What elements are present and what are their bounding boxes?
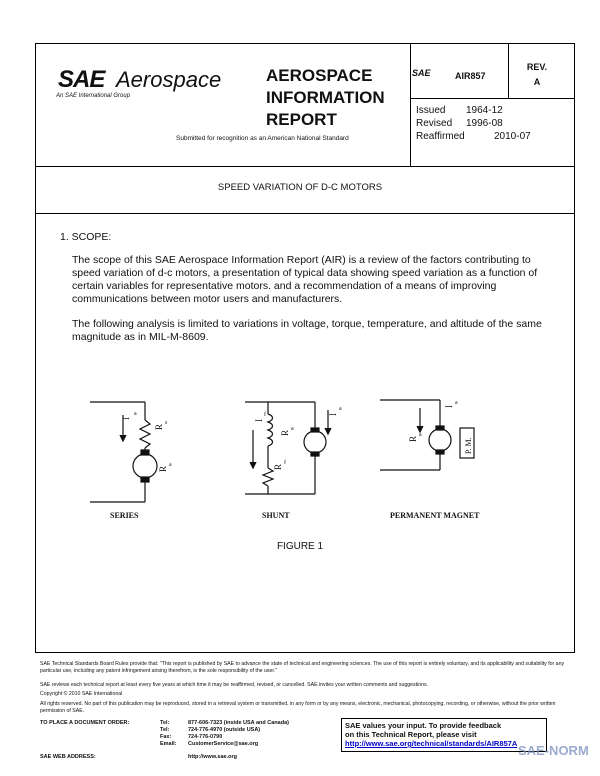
pm-current: I (444, 405, 454, 408)
submitted-note: Submitted for recognition as an American National Standard (176, 135, 349, 142)
footer-rights: All rights reserved. No part of this publication may be reproduced, stored in a retrieval system or transmitted, in any form or by any means, electronic, mechanical, photocopying, recording, or otherwise, without the prior written permission of SAE. (40, 701, 556, 714)
header-divider-dates (410, 98, 575, 99)
title-line: REPORT (266, 110, 337, 129)
series-resistance-label: R (154, 423, 164, 430)
series-circuit (90, 402, 172, 502)
web-address-link[interactable]: http://www.sae.org (188, 754, 237, 760)
footer-rules: SAE Technical Standards Board Rules provide that: "This report is published by SAE to advance the state of technical and engineering sciences. The use of this report is entirely voluntary, and its applicability and suitability for any particular use, including any patent infringement arising therefrom, is the sole responsibility of the user." (40, 661, 565, 674)
sae-logo: SAE (58, 66, 105, 93)
date-row-reaffirmed (416, 130, 536, 143)
document-number: AIR857 (455, 71, 486, 81)
footer-review: SAE reviews each technical report at least every five years at which time it may be reaffirmed, revised, or cancelled. SAE invites your written comments and suggestions. (40, 682, 428, 688)
revision-value: A (533, 77, 541, 87)
header-divider-left (410, 43, 411, 166)
date-block (416, 104, 536, 143)
feedback-box (341, 718, 547, 752)
sae-norm-watermark: SAE-NORM (518, 743, 589, 758)
series-resistance-sub: s (165, 420, 168, 426)
subject-bottom-rule (35, 213, 575, 214)
title-line: INFORMATION (266, 88, 385, 107)
logo-tagline: An SAE International Group (56, 93, 131, 99)
web-address-label: SAE WEB ADDRESS: (40, 754, 96, 760)
figure-label: FIGURE 1 (276, 541, 324, 552)
feedback-line: SAE values your input. To provide feedback (345, 721, 502, 730)
pm-box-label: P. M. (464, 437, 473, 454)
shunt-armature-current-sub: a (339, 406, 342, 412)
revision-label: REV. (526, 62, 548, 72)
series-current-label: I (121, 417, 131, 420)
shunt-field-current-sub: f (264, 412, 266, 418)
order-label: TO PLACE A DOCUMENT ORDER: (40, 720, 130, 726)
caption-shunt: SHUNT (262, 511, 290, 520)
date-label: Revised (416, 118, 453, 129)
feedback-line: on this Technical Report, please visit (345, 730, 477, 739)
permanent-magnet-circuit (380, 400, 474, 470)
shunt-circuit (245, 402, 342, 494)
date-row-issued (416, 104, 536, 117)
series-armature-sub: a (169, 462, 172, 468)
pm-current-sub: a (455, 400, 458, 406)
scope-paragraph-2: The following analysis is limited to variations in voltage, torque, temperature, and altitude of the same magnitude as in MIL-M-8609. (72, 318, 542, 343)
order-line: Fax: 724-776-0790 (160, 734, 223, 740)
footer-copyright: Copyright © 2010 SAE International (40, 691, 123, 697)
caption-permanent-magnet: PERMANENT MAGNET (390, 511, 480, 520)
report-title (266, 65, 385, 131)
caption-series: SERIES (110, 511, 139, 520)
series-current-sub: a (134, 411, 137, 417)
scope-paragraph-1: The scope of this SAE Aerospace Information Report (AIR) is a review of the factors contributing to speed variation of d-c motors, a presentation of typical data showing speed variation as a function of certain variables for representative motors. and a recommendation of a means of improving communications between motor users and manufacturers. (72, 254, 538, 305)
aerospace-logo-text: Aerospace (116, 67, 222, 92)
shunt-field-r-sub: f (284, 460, 286, 466)
order-line: Tel: 877-606-7323 (inside USA and Canada) (160, 720, 289, 726)
date-value: 1964-12 (466, 105, 503, 116)
order-contacts (160, 720, 289, 748)
title-line: AEROSPACE (266, 66, 373, 85)
shunt-armature-r: R (280, 429, 290, 436)
date-label: Reaffirmed (416, 131, 465, 142)
series-armature-label: R (158, 465, 168, 472)
order-line: Tel: 724-776-4970 (outside USA) (160, 727, 261, 733)
date-value: 2010-07 (494, 131, 531, 142)
date-row-revised (416, 117, 536, 130)
section-heading: 1. SCOPE: (60, 231, 112, 243)
sae-small-logo: SAE (412, 68, 431, 78)
pm-armature-r-sub: a (419, 432, 422, 438)
feedback-link[interactable]: http://www.sae.org/technical/standards/AIR857A (345, 739, 518, 748)
date-label: Issued (416, 105, 446, 116)
shunt-field-current: I (254, 419, 264, 422)
revision-block (520, 60, 554, 90)
document-subject: SPEED VARIATION OF D-C MOTORS (217, 182, 383, 193)
date-value: 1996-08 (466, 118, 503, 129)
header-bottom-rule (35, 166, 575, 167)
motor-circuit-diagram (90, 390, 520, 525)
pm-armature-r: R (408, 435, 418, 442)
shunt-armature-current: I (328, 413, 338, 416)
header-divider-rev (508, 43, 509, 98)
shunt-armature-r-sub: a (291, 426, 294, 432)
order-line: Email: CustomerService@sae.org (160, 741, 259, 747)
shunt-field-r: R (273, 463, 283, 470)
